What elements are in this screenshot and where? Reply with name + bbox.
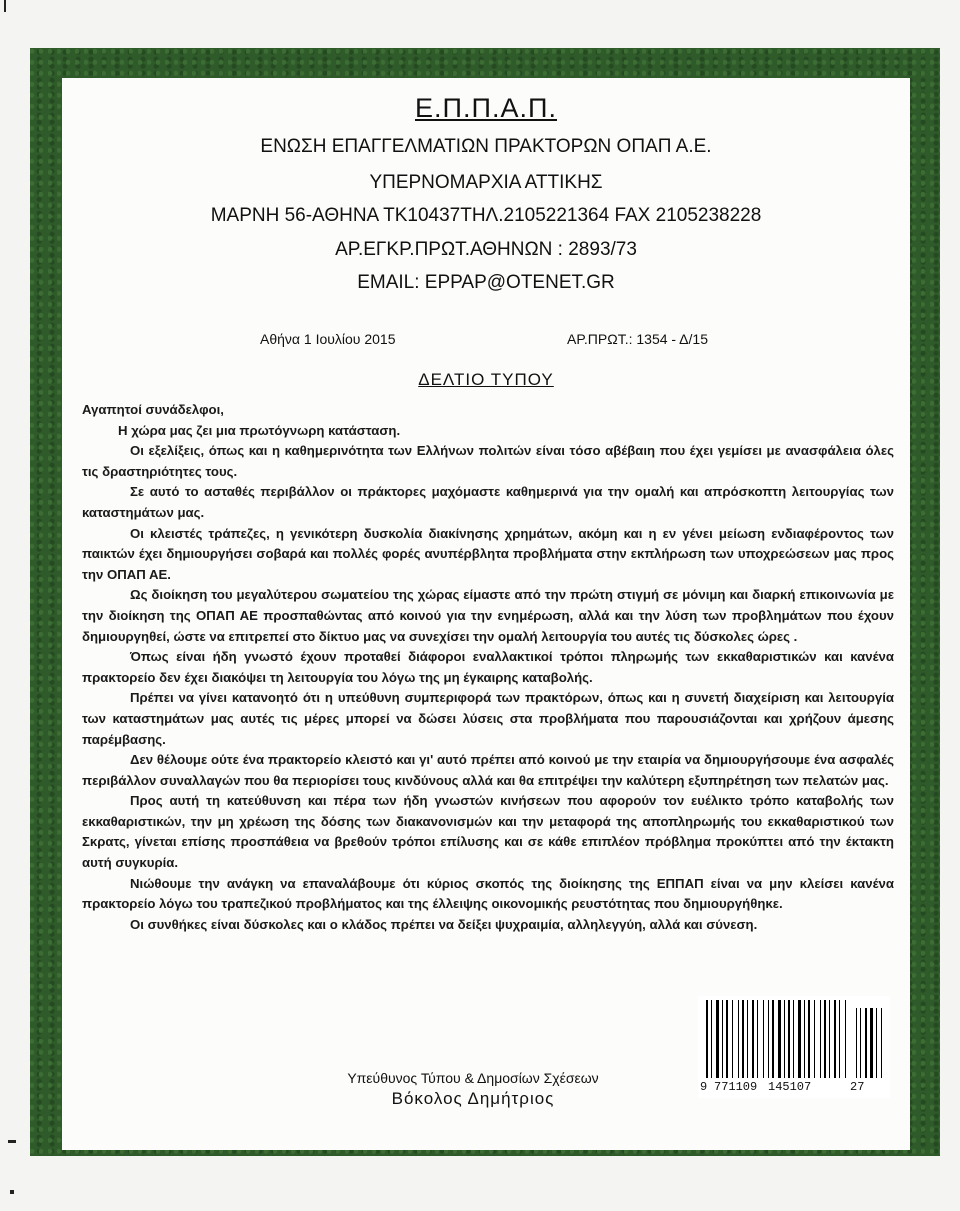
paragraph: Σε αυτό το ασταθές περιβάλλον οι πράκτορες μαχόμαστε καθημερινά για την ομαλή και απρόσκοπτη λειτουργίας των καταστημάτων μας. — [82, 484, 894, 520]
barcode-bar — [820, 1000, 821, 1078]
paragraph: Ως διοίκηση του μεγαλύτερου σωματείου της χώρας είμαστε από την πρώτη στιγμή σε μόνιμη και διαρκή επικοινωνία με την διοίκηση της ΟΠΑΠ ΑΕ προσπαθώντας από κοινού για την ενημέρωση, αλλά και την λύση των προβλημάτων που έχουν δημιουργηθεί, ώστε να επιτρεπεί στο δίκτυο μας να συνεχίσει την ομαλή λειτουργία του αυτές τις δύσκολες ώρες . — [82, 587, 894, 644]
org-region: ΥΠΕΡΝΟΜΑΡΧΙΑ ΑΤΤΙΚΗΣ — [369, 172, 603, 193]
paragraph: Νιώθουμε την ανάγκη να επαναλάβουμε ότι κύριος σκοπός της διοίκησης της ΕΠΠΑΠ είναι να μην κλείσει κανένα πρακτορείο λόγω του τραπεζικού προβλήματος και της έλλειψης οικονομικής ρευστότητας που δημιουργήθηκε. — [82, 875, 894, 912]
scan-mark — [10, 1190, 14, 1194]
barcode-bar — [742, 1000, 744, 1078]
document-date: Αθήνα 1 Ιουλίου 2015 — [260, 331, 396, 347]
press-release-page — [62, 78, 910, 1150]
greeting: Αγαπητοί συνάδελφοι, — [82, 402, 224, 417]
barcode-bar — [860, 1008, 861, 1078]
barcode-bar — [814, 1000, 815, 1078]
barcode-bar — [747, 1000, 748, 1078]
document-title: ΔΕΛΤΙΟ ΤΥΠΟΥ — [418, 370, 554, 389]
barcode-bar — [738, 1000, 739, 1078]
protocol-number: ΑΡ.ΠΡΩΤ.: 1354 - Δ/15 — [567, 331, 708, 347]
barcode-bar — [793, 1000, 794, 1078]
barcode-bar — [834, 1000, 836, 1078]
barcode-bar — [716, 1000, 719, 1078]
org-name: ΕΝΩΣΗ ΕΠΑΓΓΕΛΜΑΤΙΩΝ ΠΡΑΚΤΟΡΩΝ ΟΠΑΠ Α.Ε. — [260, 136, 712, 157]
barcode-bar — [870, 1008, 873, 1078]
scan-edge-line — [4, 0, 6, 12]
paragraph: Όπως είναι ήδη γνωστό έχουν προταθεί διάφοροι εναλλακτικοί τρόποι πληρωμής των εκκαθαριστικών και κανένα πρακτορείο δεν έχει διακόψει τη λειτουργία του λόγω της μη έγκαιρης καταβολής. — [82, 649, 894, 685]
barcode-bar — [824, 1000, 826, 1078]
barcode-bar — [706, 1000, 708, 1078]
barcode-bars — [706, 1000, 886, 1080]
barcode-bar — [798, 1000, 801, 1078]
barcode-digit-group: 145107 — [768, 1080, 812, 1094]
paragraph: Οι συνθήκες είναι δύσκολες και ο κλάδος πρέπει να δείξει ψυχραιμία, αλληλεγγύη, αλλά και σύνεση. — [130, 916, 758, 932]
paragraph: Πρέπει να γίνει κατανοητό ότι η υπεύθυνη συμπεριφορά των πρακτόρων, όπως και η συνετή διαχείριση και λειτουργία των καταστημάτων μας αυτές τις μέρες μπορεί να δώσει λύσεις στα προβλήματα που παρουσιάζονται και χρήζουν άμεσης παρέμβασης. — [82, 690, 894, 747]
paragraph: Η χώρα μας ζει μια πρωτόγνωρη κατάσταση. — [118, 422, 401, 438]
barcode-bar — [856, 1008, 857, 1078]
barcode-bar — [804, 1000, 805, 1078]
paragraph: Προς αυτή τη κατεύθυνση και πέρα των ήδη γνωστών κινήσεων που αφορούν τον ευέλικτο τρόπο καταβολής των εκκαθαριστικών, την μη χρέωση της δόσης των διακανονισμών και την μεταφορά της αποπληρωμής του εκκαθαριστικού των Σκρατς, γίνεται επίσης προσπάθεια να βρεθούν τρόποι επίλυσης και σε κάθε επιπλέον πρόβλημα προκύπτει από την έκτακτη αυτή συγκυρία. — [82, 793, 894, 871]
paragraph: Δεν θέλουμε ούτε ένα πρακτορείο κλειστό και γι' αυτό πρέπει από κοινού με την εταιρία να δημιουργήσουμε ένα ασφαλές περιβάλλον συναλλαγών που θα περιορίσει τους κινδύνους αλλά και θα επιτρέψει την καλύτερη εξυπηρέτηση των πελατών μας. — [82, 752, 894, 788]
signatory-role: Υπεύθυνος Τύπου & Δημοσίων Σχέσεων — [347, 1070, 599, 1086]
barcode-bar — [876, 1008, 877, 1078]
barcode — [698, 996, 890, 1098]
barcode-bar — [788, 1000, 790, 1078]
barcode-bar — [711, 1000, 712, 1078]
scan-mark — [8, 1140, 16, 1143]
paragraph: Οι κλειστές τράπεζες, η γενικότερη δυσκολία διακίνησης χρημάτων, ακόμη και η εν γένει μείωση ενδιαφέροντος των παικτών έχει δημιουργήσει σοβαρά και πολλές φορές ανυπέρβλητα προβλήματα στην εκπλήρωση των υποχρεώσεων μας προς την ΟΠΑΠ ΑΕ. — [82, 525, 894, 582]
signatory-name: Βόκολος Δημήτριος — [391, 1089, 555, 1108]
barcode-bar — [829, 1000, 830, 1078]
barcode-bar — [763, 1000, 764, 1078]
barcode-bar — [752, 1000, 754, 1078]
barcode-digit-group: 27 — [850, 1080, 865, 1094]
barcode-bar — [726, 1000, 728, 1078]
barcode-bar — [757, 1000, 758, 1078]
barcode-digit-group: 771109 — [714, 1080, 758, 1094]
barcode-bar — [772, 1000, 774, 1078]
document-body — [82, 400, 894, 935]
org-registration: ΑΡ.ΕΓΚΡ.ΠΡΩΤ.ΑΘΗΝΩΝ : 2893/73 — [335, 239, 637, 260]
signature-block — [338, 1070, 608, 1109]
barcode-bar — [722, 1000, 723, 1078]
org-abbreviation: Ε.Π.Π.Α.Π. — [414, 93, 558, 123]
barcode-bar — [881, 1008, 882, 1078]
org-email: EMAIL: EPPAP@OTENET.GR — [357, 272, 615, 293]
barcode-bar — [784, 1000, 785, 1078]
org-address: ΜΑΡΝΗ 56-ΑΘΗΝΑ ΤΚ10437ΤΗΛ.2105221364 FAX 2105238228 — [210, 205, 762, 226]
paragraph: Οι εξελίξεις, όπως και η καθημερινότητα των Ελλήνων πολιτών είναι τόσο αβέβαιη που έχει γεμίσει με ανασφάλεια όλες τις δραστηριότητες τους. — [82, 443, 894, 479]
barcode-bar — [778, 1000, 781, 1078]
barcode-bar — [732, 1000, 733, 1078]
barcode-bar — [845, 1000, 846, 1078]
barcode-bar — [808, 1000, 810, 1078]
barcode-bar — [839, 1000, 840, 1078]
barcode-digit-group: 9 — [700, 1080, 708, 1094]
barcode-bar — [865, 1008, 867, 1078]
barcode-bar — [768, 1000, 769, 1078]
